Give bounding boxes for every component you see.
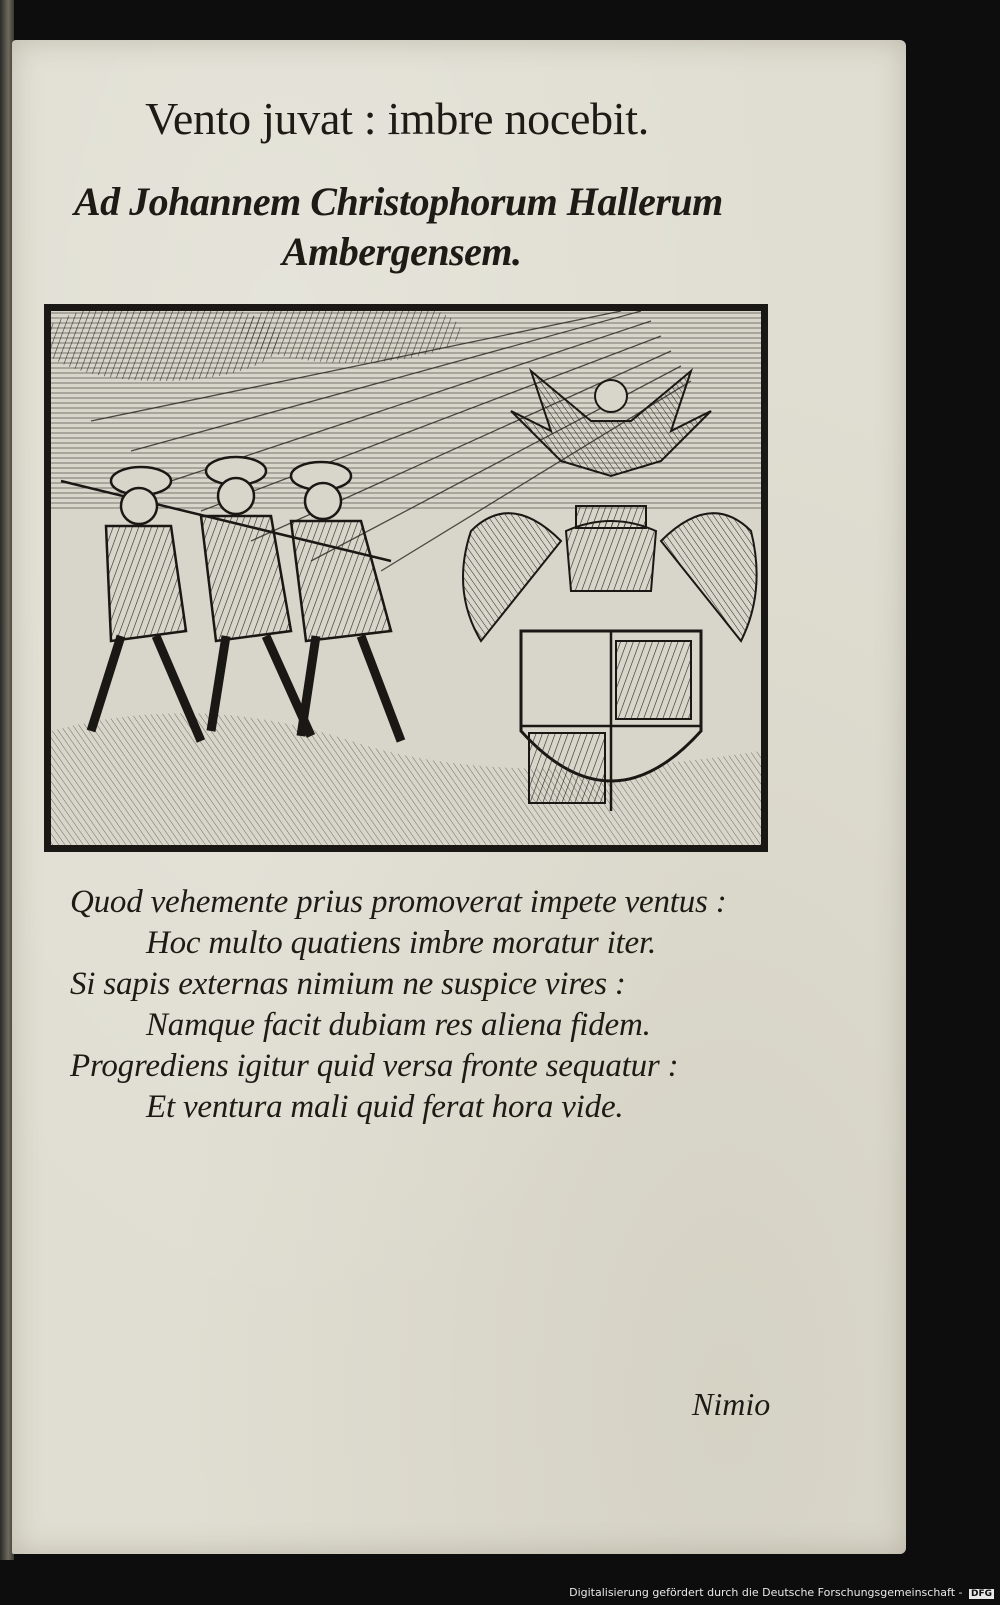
verse-line-4: Namque facit dubiam res aliena fidem. <box>146 1007 651 1043</box>
dedication-line-2: Ambergensem. <box>282 229 522 274</box>
verse-line-5: Progrediens igitur quid versa fronte sequatur : <box>70 1048 679 1084</box>
verse-line-3: Si sapis externas nimium ne suspice vires : <box>70 966 626 1002</box>
woodcut-figures-pushing-against-wind-with-coat-of-arms-icon <box>51 311 761 845</box>
woodcut-illustration <box>44 304 768 852</box>
book-page <box>12 40 906 1554</box>
verse-line-6: Et ventura mali quid ferat hora vide. <box>146 1089 624 1125</box>
dedication-line-1: Ad Johannem Christophorum Hallerum <box>74 179 723 224</box>
catchword: Nimio <box>692 1386 771 1422</box>
digitization-credit-text: Digitalisierung gefördert durch die Deutsche Forschungsgemeinschaft - <box>569 1586 963 1599</box>
digitization-credit <box>569 1586 994 1599</box>
emblem-motto: Vento juvat : imbre nocebit. <box>145 93 649 144</box>
dfg-logo: DFG <box>970 1589 992 1599</box>
verse-line-1: Quod vehemente prius promoverat impete ventus : <box>70 884 727 920</box>
verse-line-2: Hoc multo quatiens imbre moratur iter. <box>146 925 656 961</box>
